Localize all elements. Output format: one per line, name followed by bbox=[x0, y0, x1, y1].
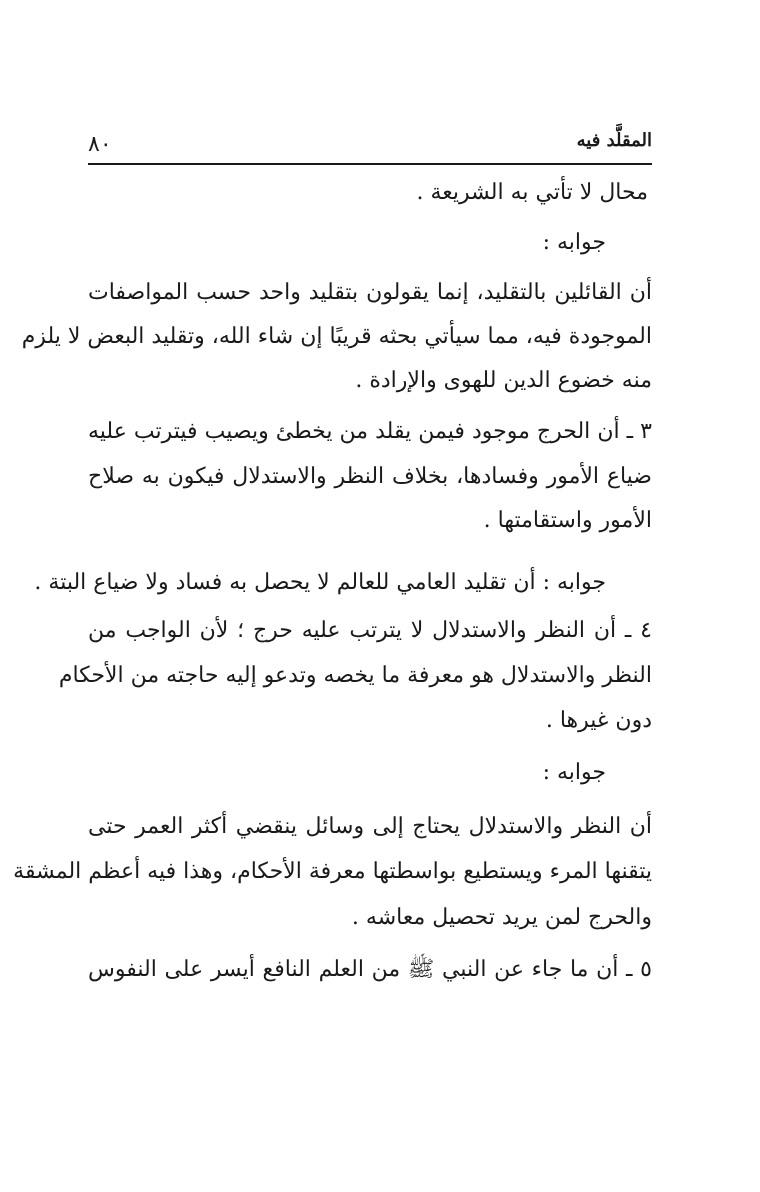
numbered-point: ٥ ـ أن ما جاء عن النبي ﷺ من العلم النافع أيسر على النفوس bbox=[88, 957, 652, 982]
text-line: الأمور واستقامتها . bbox=[483, 508, 652, 533]
text-line: ضياع الأمور وفسادها، بخلاف النظر والاستدلال فيكون به صلاح bbox=[88, 464, 652, 489]
text-line: والحرج لمن يريد تحصيل معاشه . bbox=[351, 905, 652, 930]
text-line: أن النظر والاستدلال يحتاج إلى وسائل ينقضي أكثر العمر حتى bbox=[88, 814, 652, 839]
numbered-point: ٣ ـ أن الحرج موجود فيمن يقلد من يخطئ ويصيب فيترتب عليه bbox=[88, 419, 652, 444]
answer-label: جوابه : bbox=[542, 760, 606, 785]
numbered-point: ٤ ـ أن النظر والاستدلال لا يترتب عليه حرج ؛ لأن الواجب من bbox=[88, 618, 652, 643]
text-line: يتقنها المرء ويستطيع بواسطتها معرفة الأحكام، وهذا فيه أعظم المشقة bbox=[13, 859, 652, 884]
page-header bbox=[88, 130, 652, 162]
text-line: دون غيرها . bbox=[545, 708, 652, 733]
text-line: محال لا تأتي به الشريعة . bbox=[416, 180, 648, 205]
text-line: منه خضوع الدين للهوى والإرادة . bbox=[355, 368, 652, 393]
text-line: الموجودة فيه، مما سيأتي بحثه قريبًا إن شاء الله، وتقليد البعض لا يلزم bbox=[21, 324, 652, 349]
page-number: ٨٠ bbox=[88, 132, 112, 157]
text-line: النظر والاستدلال هو معرفة ما يخصه وتدعو إليه حاجته من الأحكام bbox=[58, 663, 652, 688]
header-rule bbox=[88, 163, 652, 165]
answer-line: جوابه : أن تقليد العامي للعالم لا يحصل به فساد ولا ضياع البتة . bbox=[34, 570, 606, 595]
answer-label: جوابه : bbox=[542, 230, 606, 255]
running-title: المقلَّد فيه bbox=[576, 130, 652, 151]
text-line: أن القائلين بالتقليد، إنما يقولون بتقليد واحد حسب المواصفات bbox=[88, 280, 652, 305]
